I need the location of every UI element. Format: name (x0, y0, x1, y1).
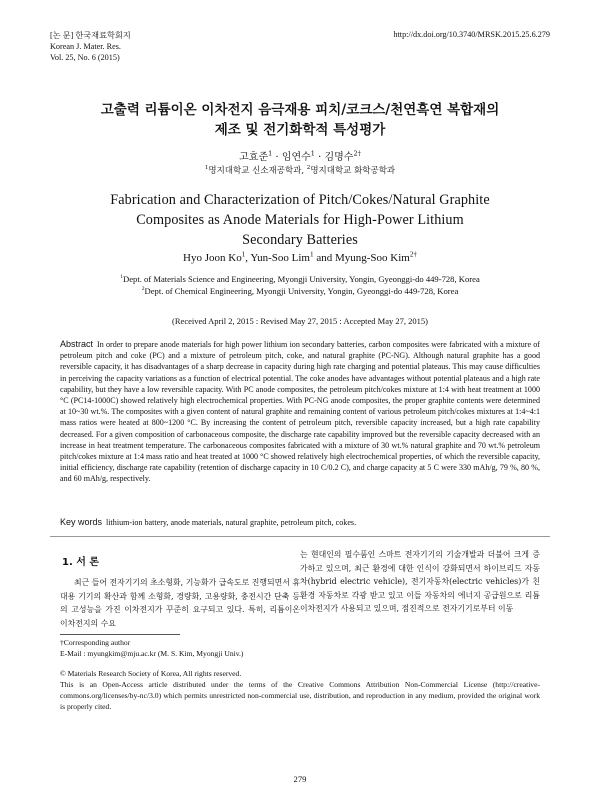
author-kr-3-sup: 2† (353, 149, 361, 158)
page-number: 279 (293, 774, 307, 784)
section-divider (50, 536, 550, 537)
received-dates: (Received April 2, 2015 : Revised May 27, 2015 : Accepted May 27, 2015) (172, 316, 428, 326)
authors-english (50, 252, 550, 264)
author-en-3: and Myung-Soo Kim (313, 252, 410, 264)
body-column-left: 최근 들어 전자기기의 초소형화, 기능화가 급속도로 진행되면서 휴대용 기기의 확산과 함께 소형화, 경량화, 고용량화, 충전시간 단축 등의 고성능을 가진 이차전지가 꾸준히 요구되고 있다. 특히, 리튬이온 이차전지의 수요 (60, 578, 300, 628)
title-english (50, 190, 550, 250)
license-text: This is an Open-Access article distributed under the terms of the Creative Commons Attribution Non-Commercial License (http://creative-commons.org/licenses/by-nc/3.0) which permits unrestricted non-commercial use, distribution, and reproduction in any medium, provided the original work is properly cited. (60, 680, 540, 711)
author-kr-1-sup: 1 (268, 149, 273, 158)
body-column-right: 는 현대인의 필수품인 스마트 전자기기의 기술개발과 더불어 크게 증가하고 있으며, 최근 환경에 대한 인식이 강화되면서 하이브리드 자동차(hybrid electric vehicle), 전기자동차(electric vehicles)가 친환경 자동차로 각광 받고 있고 이들 자동차의 에너지 공급원으로 리튬 이차전지가 사용되고 있으며, 점진적으로 전자기기로부터 이동 (300, 550, 540, 613)
affil-en-line2 (50, 285, 550, 297)
title-english-line2: Composites as Anode Materials for High-Power Lithium (136, 212, 464, 228)
author-en-2: , Yun-Soo Lim (245, 252, 310, 264)
author-en-3-sup: 2† (409, 250, 417, 259)
abstract (60, 339, 540, 485)
title-korean (50, 100, 550, 140)
title-english-line3: Secondary Batteries (242, 232, 358, 248)
journal-name-en: Korean J. Mater. Res. (50, 42, 121, 51)
affil-en-2: Dept. of Chemical Engineering, Myongji University, Yongin, Gyeonggi-do 449-728, Korea (144, 286, 459, 296)
affil-en-1-sup: 1 (120, 274, 124, 281)
author-email: E-Mail : myungkim@mju.ac.kr (M. S. Kim, Myongji Univ.) (60, 649, 244, 658)
journal-name-kr: [논 문] 한국재료학회지 (50, 31, 131, 40)
section-title-introduction: 1. 서 론 (62, 557, 100, 568)
author-kr-2: 임연수 (281, 152, 311, 163)
journal-header (50, 30, 131, 63)
author-en-2-sup: 1 (309, 250, 314, 259)
keywords (60, 517, 540, 527)
affil-en-1: Dept. of Materials Science and Engineering, Myongji University, Yongin, Gyeonggi-do 449-728, Korea (123, 274, 480, 284)
affil-en-line1 (50, 273, 550, 285)
license-notice (60, 668, 540, 712)
author-en-1-sup: 1 (241, 250, 246, 259)
author-kr-3: 김명수 (324, 152, 354, 163)
title-korean-line1: 고출력 리튬이온 이차전지 음극재용 피치/코크스/천연흑연 복합재의 (100, 102, 500, 118)
title-korean-line2: 제조 및 전기화학적 특성평가 (214, 122, 386, 138)
copyright-line: © Materials Research Society of Korea, All rights reserved. (60, 669, 242, 678)
abstract-label: Abstract (60, 339, 94, 349)
journal-volume: Vol. 25, No. 6 (2015) (50, 53, 120, 62)
footnote (60, 637, 243, 659)
affiliation-english (50, 273, 550, 297)
author-en-1: Hyo Joon Ko (183, 252, 242, 264)
author-kr-sep-1: · (272, 152, 282, 163)
abstract-text: In order to prepare anode materials for high power lithium ion secondary batteries, carbon composites were fabricated with a mixture of petroleum pitch and coke (PC) and a mixture of petroleum pitch, coke, and natural graphite (PC-NG). Although natural graphite has a good reversible capacity, it has disadvantages of a sharp decrease in capacity during high rate charging and potential plateaus. This may cause difficulties in perceiving the capacity variations as a function of electrical potential. The coke anodes have advantages without potential plateaus and a high rate capability, but they have a low reversible capacity. With PC anode composites, the petroleum pitch/cokes mixture at 1:4 with heat treatment at 1000 °C (PC14-1000C) showed relatively high electrochemical properties. With PC-NG anode composites, the proper graphite contents were determined at 10~30 wt.%. The composites with a given content of natural graphite and remaining content of various petroleum pitch/cokes mixtures at 1:4~4:1 mass ratios were heated at 800~1200 °C. By increasing the content of petroleum pitch, reversible capacity increased, but a high rate capability decreased. For a given composition of carbonaceous composite, the discharge rate capability improved but the reversible capacity decreased with an increase in heat treatment temperature. The carbonaceous composites fabricated with a mixture of 30 wt.% natural graphite and 70 wt.% petroleum pitch/cokes mixture at 1:4 mass ratio and heat treated at 1000 °C showed relatively high electrochemical properties, of which the reversible capacity, initial efficiency, discharge rate capability (retention of discharge capacity in 10 C/0.2 C), and charge capacity at 5 C were 330 mAh/g, 79 %, 80 %, and 60 mAh/g, respectively. (60, 340, 540, 484)
corresponding-author: †Corresponding author (60, 638, 131, 647)
affil-kr-2: 명지대학교 화학공학과 (310, 166, 396, 176)
affil-kr-2-sup: 2 (306, 165, 311, 172)
keywords-label: Key words (60, 517, 103, 527)
affil-kr-1-sup: 1 (204, 165, 209, 172)
authors-korean (50, 148, 550, 163)
title-english-line1: Fabrication and Characterization of Pitch/Cokes/Natural Graphite (110, 192, 490, 208)
author-kr-2-sup: 1 (310, 149, 315, 158)
author-kr-sep-2: · (314, 152, 325, 163)
affil-kr-1: 명지대학교 신소재공학과, (208, 166, 307, 176)
author-kr-1: 고효준 (239, 152, 269, 163)
footnote-divider (60, 634, 180, 635)
doi-link[interactable]: http://dx.doi.org/10.3740/MRSK.2015.25.6.279 (393, 30, 550, 39)
affiliation-korean (50, 164, 550, 176)
keywords-text: lithium-ion battery, anode materials, natural graphite, petroleum pitch, cokes. (106, 518, 357, 527)
affil-en-2-sup: 2 (141, 286, 145, 293)
